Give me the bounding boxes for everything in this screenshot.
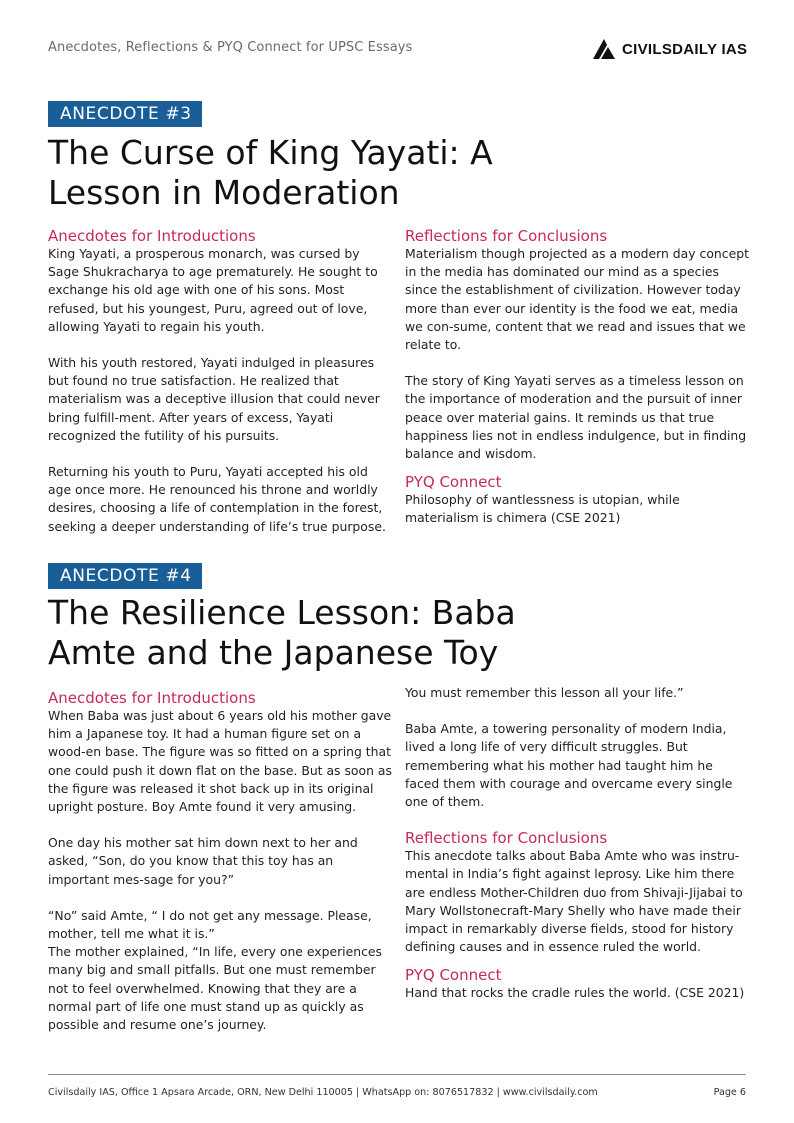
- footer-divider: [48, 1074, 746, 1075]
- reflection-heading: Reflections for Conclusions: [405, 227, 608, 245]
- pyq-text: Hand that rocks the cradle rules the world. (CSE 2021): [405, 985, 745, 1001]
- anecdote-3-title: [48, 133, 748, 213]
- page-number: Page 6: [713, 1087, 746, 1098]
- pyq-heading: PYQ Connect: [405, 473, 502, 492]
- reflection-heading: Reflections for Conclusions: [405, 829, 608, 848]
- intro-heading: Anecdotes for Introductions: [48, 689, 256, 707]
- intro-paragraph: Baba Amte, a towering personality of modern India, lived a long life of very difficult struggles. But remembering what his mother had taught him he faced them with courage and overcame every single one of them.: [405, 721, 733, 810]
- pyq-heading: PYQ Connect: [405, 966, 502, 985]
- anecdote-3-title-line2: Lesson in Moderation: [48, 173, 400, 212]
- footer-contact: Civilsdaily IAS, Office 1 Apsara Arcade, ORN, New Delhi 110005 | WhatsApp on: 8076517832 | www.civilsdaily.com: [48, 1087, 598, 1098]
- anecdote-4-left-column: [48, 689, 393, 1034]
- reflection-paragraph: The story of King Yayati serves as a timeless lesson on the importance of moderation and the pursuit of inner peace over material gains. It reminds us that true happiness lies not in endless indulgence, but in finding balance and wisdom.: [405, 373, 747, 462]
- intro-paragraph: Returning his youth to Puru, Yayati accepted his old age once more. He renounced his throne and worldly desires, choosing a life of contemplation in the forest, seeking a deeper understanding of life’s true purpose.: [48, 464, 386, 534]
- anecdote-4-title-line1: The Resilience Lesson: Baba: [48, 593, 516, 632]
- anecdote-4-title-line2: Amte and the Japanese Toy: [48, 633, 499, 672]
- anecdote-4-title: [48, 593, 748, 673]
- brand-logo: [591, 36, 747, 62]
- intro-paragraph: When Baba was just about 6 years old his mother gave him a Japanese toy. It had a human figure set on a wood-en base. The figure was so fitted on a spring that one could push it down flat on the base. But as soon as the figure was released it shot back up in its original upright posture. Boy Amte found it very amusing.: [48, 708, 392, 815]
- anecdote-3-badge: ANECDOTE #3: [48, 101, 202, 127]
- intro-heading: Anecdotes for Introductions: [48, 227, 256, 245]
- pyq-text: Philosophy of wantlessness is utopian, while materialism is chimera (CSE 2021): [405, 492, 680, 526]
- reflection-paragraph: Materialism though projected as a modern day concept in the media has dominated our mind as a species since the establishment of civilization. However today more than ever our identity is the food we eat, media we con-sume, content that we read and issues that we relate to.: [405, 246, 749, 353]
- anecdote-3-left-column: [48, 227, 393, 536]
- intro-paragraph-continued: You must remember this lesson all your life.”: [405, 685, 684, 700]
- anecdote-4-badge: ANECDOTE #4: [48, 563, 202, 589]
- civilsdaily-logo-icon: [591, 37, 617, 61]
- anecdote-3-right-column: [405, 227, 750, 528]
- intro-paragraph: “No” said Amte, “ I do not get any message. Please, mother, tell me what it is.”: [48, 907, 372, 942]
- anecdote-3-title-line1: The Curse of King Yayati: A: [48, 133, 493, 172]
- intro-paragraph: One day his mother sat him down next to her and asked, “Son, do you know that this toy has an important mes-sage for you?”: [48, 835, 358, 887]
- intro-paragraph: The mother explained, “In life, every one experiences many big and small pitfalls. But one must remember not to feel overwhelmed. Knowing that they are a normal part of life one must stand up as quickly as possible and resume one’s journey.: [48, 944, 382, 1033]
- reflection-paragraph: This anecdote talks about Baba Amte who was instru-mental in India’s fight against leprosy. Like him there are endless Mother-Children duo from Shivaji-Jijabai to Mary Wollstonecraft-Mary Shelly who have made their impact in remarkably diverse fields, stood for history defining causes and in essence ruled the world.: [405, 848, 743, 955]
- anecdote-4-right-column: [405, 684, 750, 1003]
- intro-paragraph: King Yayati, a prosperous monarch, was cursed by Sage Shukracharya to age prematurely. He sought to exchange his old age with one of his sons. Most refused, but his youngest, Puru, agreed out of love, allowing Yayati to regain his youth.: [48, 246, 378, 334]
- running-header: Anecdotes, Reflections & PYQ Connect for UPSC Essays: [48, 40, 413, 55]
- intro-paragraph: With his youth restored, Yayati indulged in pleasures but found no true satisfaction. He realized that materialism was a deceptive illusion that could never bring fulfill-ment. After years of excess, Yayati recognized the futility of his pursuits.: [48, 355, 380, 443]
- brand-name: CIVILSDAILY IAS: [622, 40, 748, 58]
